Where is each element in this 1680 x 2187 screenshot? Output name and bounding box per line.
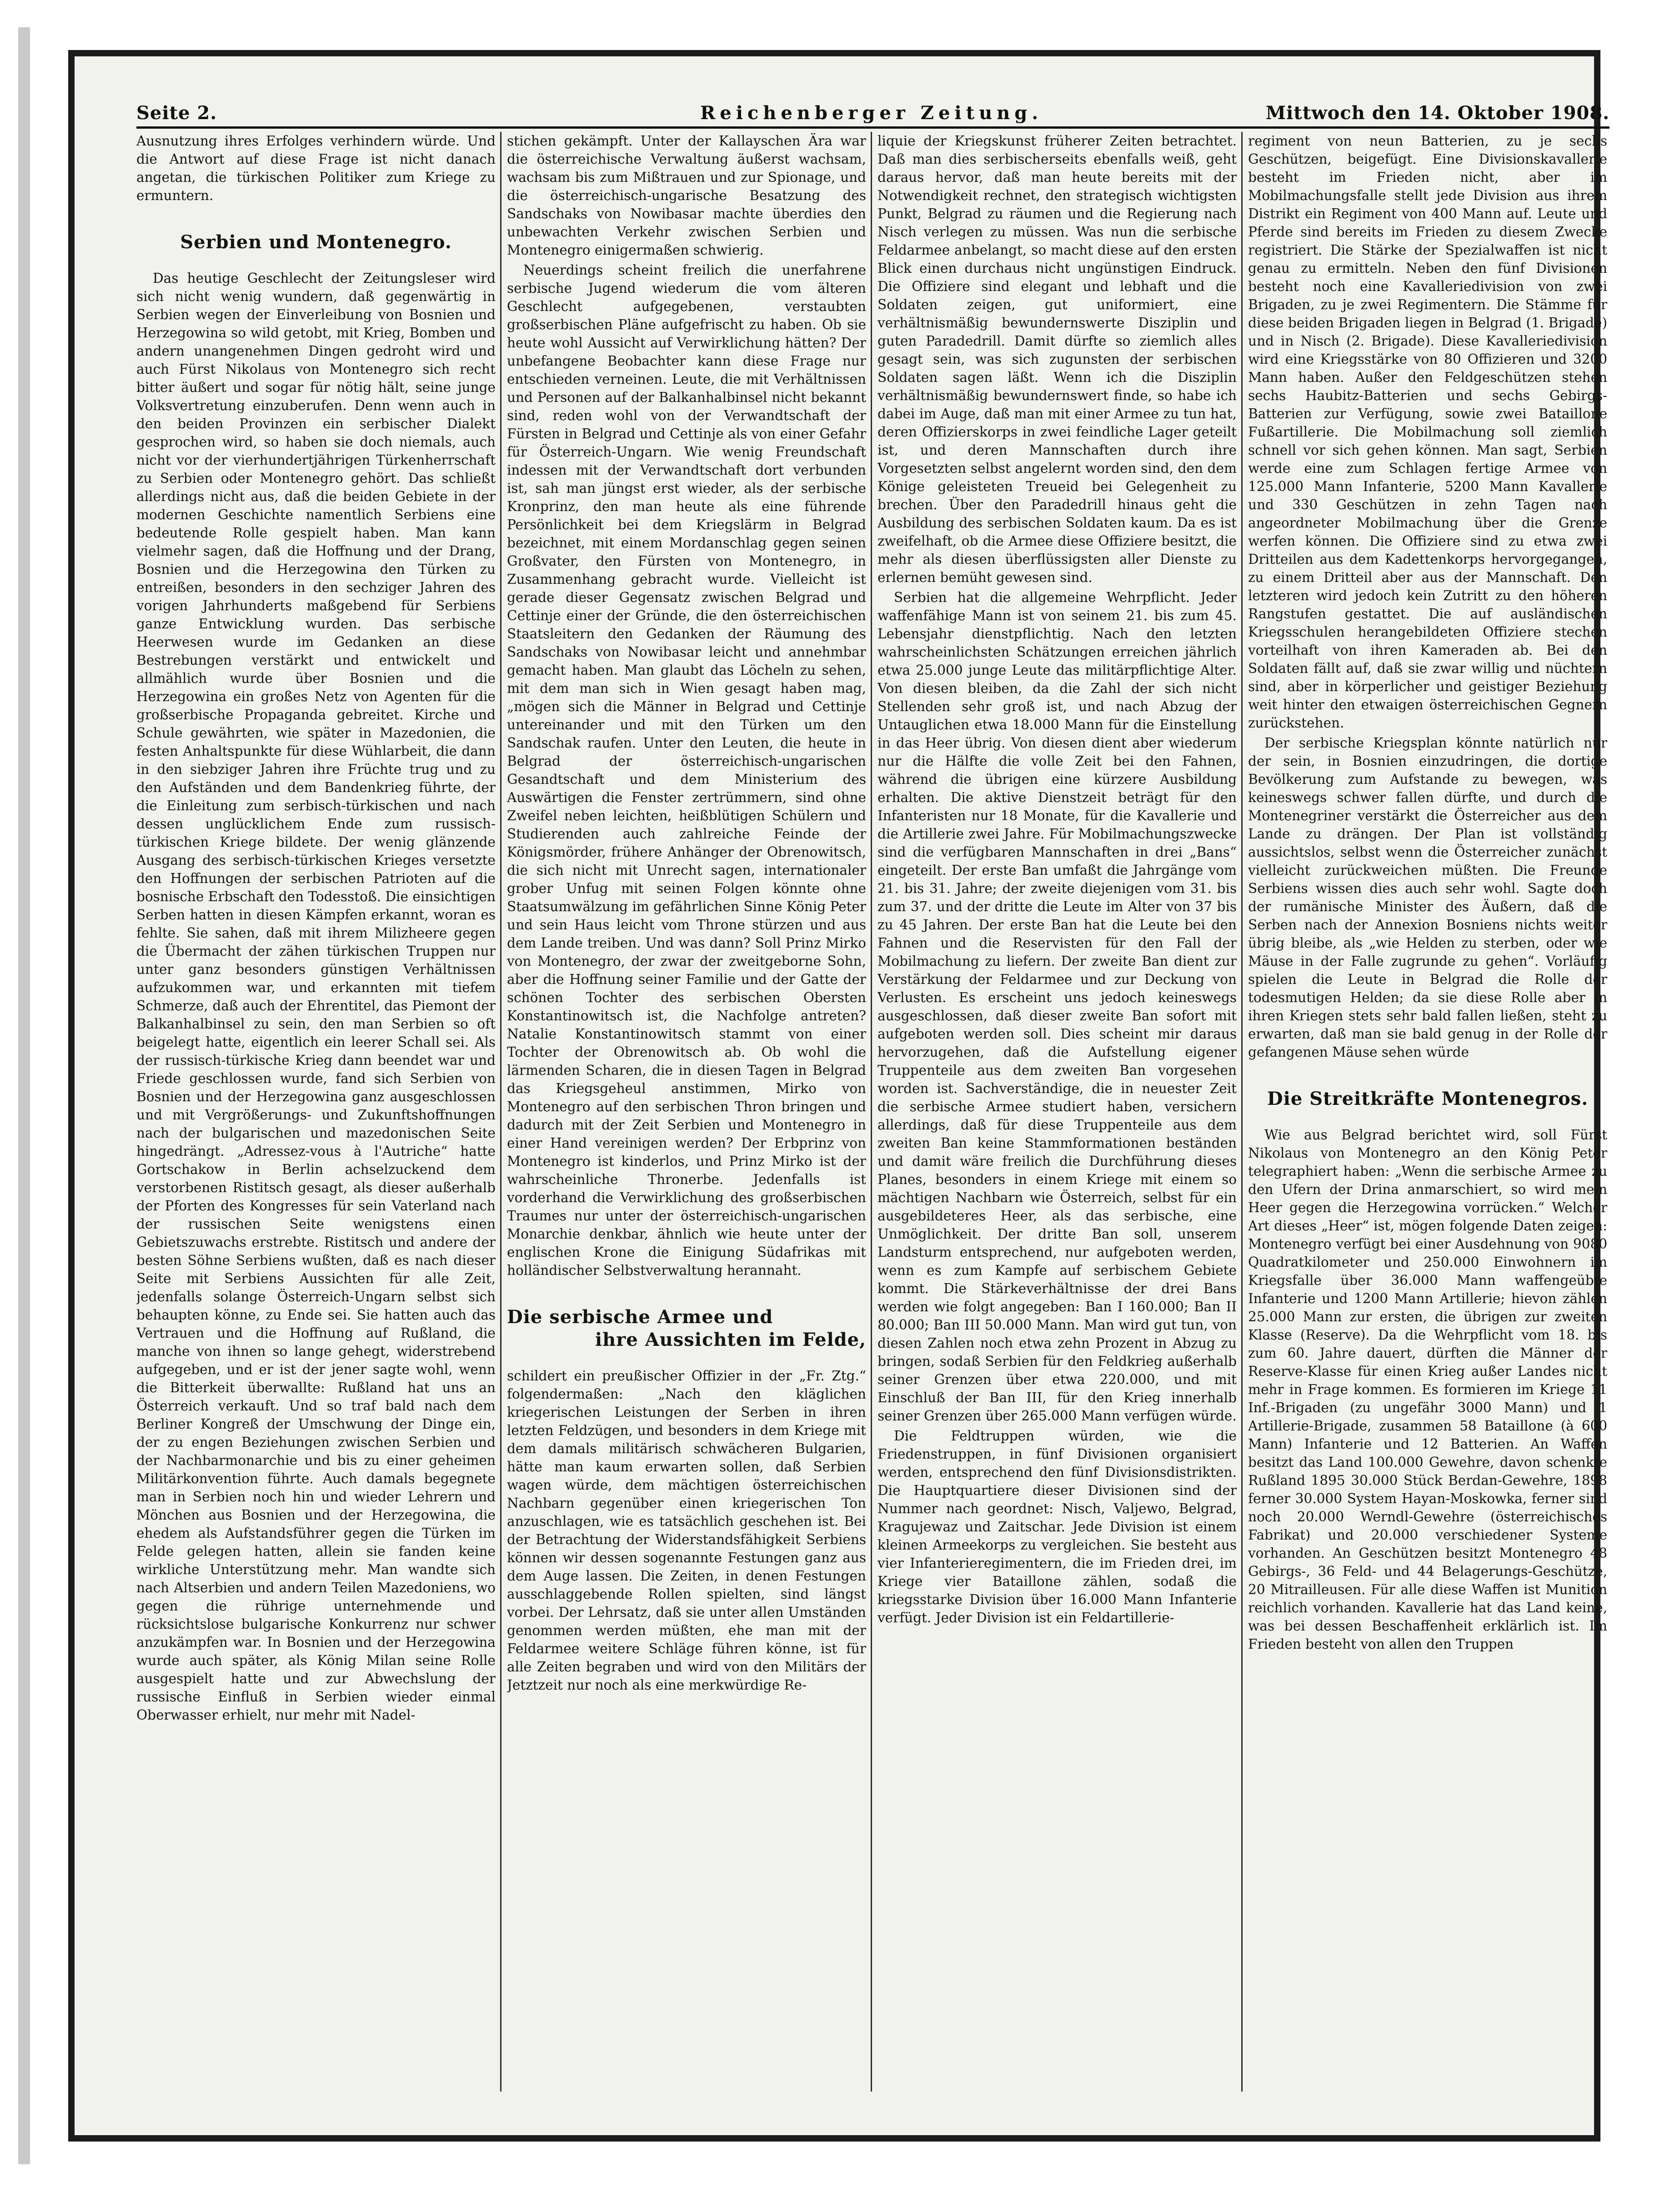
column-4 (1248, 132, 1607, 2096)
column-1 (136, 132, 496, 2096)
article-paragraph: stichen gekämpft. Unter der Kallayschen Ära war die österreichische Verwaltung äußerst wachsam, wachsam bis zum Mißtrauen und zur Spionage, und die österreichisch-ungarische Besatzung des Sandschaks von Nowibasar machte überdies den unbewachten Verkehr zwischen Serbien und Montenegro einigermaßen schwierig. (507, 133, 866, 258)
article-paragraph: Serbien hat die allgemeine Wehrpflicht. Jeder waffenfähige Mann ist von seinem 21. bis zum 45. Lebensjahr dienstpflichtig. Nach den letzten wahrscheinlichsten Schätzungen erreichen jährlich etwa 25.000 junge Leute das militärpflichtige Alter. Von diesen bleiben, da die Zahl der sich nicht Stellenden sehr groß ist, und nach Abzug der Untauglichen etwa 18.000 Mann für die Einstellung in das Heer übrig. Von diesen dient aber wiederum nur die Hälfte die volle Zeit bei den Fahnen, während die übrigen eine kürzere Ausbildung erhalten. Die aktive Dienstzeit beträgt für den Infanteristen nur 18 Monate, für die Kavallerie und die Artillerie zwei Jahre. Für Mobilmachungszwecke sind die verfügbaren Mannschaften in drei „Bans“ eingeteilt. Der erste Ban umfaßt die Jahrgänge vom 21. bis 31. Jahre; der zweite diejenigen vom 31. bis zum 37. und der dritte die Leute im Alter von 37 bis zu 45 Jahren. Der erste Ban hat die Leute bei den Fahnen und die Reservisten für den Fall der Mobilmachung zu liefern. Der zweite Ban dient zur Verstärkung der Feldarmee und zur Deckung von Verlusten. Es erscheint uns jedoch keineswegs ausgeschlossen, daß dieser zweite Ban sofort mit aufgeboten werden soll. Dies scheint mir daraus hervorzugehen, daß die Aufstellung eigener Truppenteile aus dem zweiten Ban vorgesehen worden ist. Sachverständige, die in neuester Zeit die serbische Armee studiert haben, versichern allerdings, daß für diese Truppenteile aus dem zweiten Ban keine Stammformationen beständen und damit wäre freilich die Durchführung dieses Planes, besonders in einem Kriege mit einem so mächtigen Nachbarn wie Österreich, selbst für ein ausgebildeteres Heer, als das serbische, eine Unmöglichkeit. Der dritte Ban soll, unserem Landsturm entsprechend, nur aufgeboten werden, wenn es zum Kampfe auf serbischem Gebiete kommt. Die Stärkeverhältnisse der drei Bans werden wie folgt angegeben: Ban I 160.000; Ban II 80.000; Ban III 50.000 Mann. Man wird gut tun, von diesen Zahlen noch etwa zehn Prozent in Abzug zu bringen, sodaß Serbien für den Feldkrieg außerhalb seiner Grenzen über etwa 220.000, und mit Einschluß der Ban III, für den Krieg innerhalb seiner Grenzen über 265.000 Mann verfügen würde. (878, 590, 1237, 1424)
column-divider (500, 132, 501, 2092)
article-continuation: Ausnutzung ihres Erfolges verhindern würde. Und die Antwort auf diese Frage ist nicht danach angetan, die türkischen Politiker zum Kriege zu ermuntern. (136, 133, 496, 203)
scan-edge (18, 27, 30, 2164)
article-paragraph: liquie der Kriegskunst früherer Zeiten betrachtet. Daß man dies serbischerseits ebenfalls weiß, geht daraus hervor, daß man heute bereits mit der Notwendigkeit rechnet, den strategisch wichtigsten Punkt, Belgrad zu räumen und die Regierung nach Nisch verlegen zu müssen. Was nun die serbische Feldarmee anbelangt, so macht diese auf den ersten Blick einen durchaus nicht ungünstigen Eindruck. Die Offiziere sind elegant und lebhaft und die Soldaten zeigen, gut uniformiert, eine verhältnismäßig bewundernswerte Disziplin und guten Paradedrill. Damit dürfte so ziemlich alles gesagt sein, was sich zugunsten der serbischen Soldaten sagen läßt. Wenn ich die Disziplin verhältnismäßig bewundernswert finde, so habe ich dabei im Auge, daß man mit einer Armee zu tun hat, deren Offizierskorps in zwei feindliche Lager geteilt ist, und deren Mannschaften durch ihre Vorgesetzten selbst angelernt worden sind, den dem Könige geleisteten Treueid bei Gelegenheit zu brechen. Über den Paradedrill hinaus geht die Ausbildung des serbischen Soldaten kaum. Da es ist zweifelhaft, ob die Armee diese Offiziere besitzt, die mehr als diesen überflüssigsten aller Dienste zu erlernen bemüht gewesen sind. (878, 133, 1237, 585)
headline-line-2: ihre Aussichten im Felde, (595, 1329, 866, 1350)
article-paragraph: Der serbische Kriegsplan könnte natürlich nur der sein, in Bosnien einzudringen, die dortige Bevölkerung zum Aufstande zu bewegen, was keineswegs schwer fallen dürfte, und durch die Montenegriner verstärkt die Österreicher aus dem Lande zu drängen. Der Plan ist vollständig aussichtslos, selbst wenn die Österreicher zunächst vielleicht zurückweichen müßten. Die Freunde Serbiens wissen dies auch sehr wohl. Sagte doch der rumänische Minister des Äußern, daß die Serben nach der Annexion Bosniens nichts weiter übrig bleibe, als „wie Helden zu sterben, oder wie Mäuse in der Falle zugrunde zu gehen“. Vorläufig spielen die Leute in Belgrad die Rolle der todesmutigen Helden; da sie diese Rolle aber in ihren Kriegen stets sehr bald fallen ließen, steht zu erwarten, daß man sie bald genug in der Rolle der gefangenen Mäuse sehen würde (1248, 735, 1607, 1060)
article-paragraph: Die Feldtruppen würden, wie die Friedenstruppen, in fünf Divisionen organisiert werden, entsprechend den fünf Divisionsdistrikten. Die Hauptquartiere dieser Divisionen sind der Nummer nach geordnet: Nisch, Valjewo, Belgrad, Kragujewaz und Zaitschar. Jede Division ist einem kleinen Armeekorps zu vergleichen. Sie besteht aus vier Infanterieregimentern, die im Frieden drei, im Kriege vier Bataillone zählen, sodaß die kriegsstarke Division über 16.000 Mann Infanterie verfügt. Jeder Division ist ein Feldartillerie- (878, 1428, 1237, 1625)
column-3 (878, 132, 1237, 2096)
masthead-rule (136, 126, 1610, 129)
masthead (136, 102, 1610, 134)
column-divider (871, 132, 872, 2092)
newspaper-title: Reichenberger Zeitung. (700, 102, 1043, 124)
column-divider (1241, 132, 1243, 2092)
page-number: Seite 2. (136, 102, 217, 124)
column-2 (507, 132, 866, 2096)
issue-date: Mittwoch den 14. Oktober 1908. (1265, 102, 1610, 124)
article-paragraph: Das heutige Geschlecht der Zeitungsleser wird sich nicht wenig wundern, daß gegenwärtig in Serbien wegen der Einverleibung von Bosnien und Herzegowina so wild getobt, mit Krieg, Bomben und andern unangenehmen Dingen gedroht wird und auch Fürst Nikolaus von Montenegro sich recht bitter äußert und sogar für nötig hält, seine junge Volksvertretung einzuberufen. Denn wenn auch in den beiden Provinzen ein serbischer Dialekt gesprochen wird, so haben sie doch niemals, auch nicht vor der vierhundertjährigen Türkenherrschaft zu Serbien oder Montenegro gehört. Das schließt allerdings nicht aus, daß die beiden Gebiete in der modernen Geschichte namentlich Serbiens eine bedeutende Rolle gespielt haben. Man kann vielmehr sagen, daß die Hoffnung und der Drang, Bosnien und die Herzegowina den Türken zu entreißen, besonders in den sechziger Jahren des vorigen Jahrhunderts maßgebend für Serbiens ganze Entwicklung wurden. Das serbische Heerwesen wurde im Gedanken an diese Bestrebungen verstärkt und entwickelt und allmählich wurde über Bosnien und die Herzegowina ein großes Netz von Agenten für die großserbische Propaganda gebreitet. Kirche und Schule gewährten, wie später in Mazedonien, die festen Anhaltspunkte für diese Wühlarbeit, die dann in den siebziger Jahren ihre Früchte trug und zu den Aufständen und dem Bandenkrieg führte, der die Einleitung zum serbisch-türkischen und nach dessen unglücklichem Ende zum russisch-türkischen Kriege bildete. Der wenig glänzende Ausgang des serbisch-türkischen Krieges versetzte den Hoffnungen der serbischen Patrioten auf die bosnische Erbschaft den Todesstoß. Die einsichtigen Serben hatten in diesen Kämpfen erkannt, woran es fehlte. Sie sahen, daß mit ihrem Milizheere gegen die Übermacht der zähen türkischen Truppen nur unter ganz besonders günstigen Verhältnissen aufzukommen war, und erkannten mit tiefem Schmerze, daß auch der Ehrentitel, das Piemont der Balkanhalbinsel zu sein, den man Serbien so oft beigelegt hatte, eigentlich ein leerer Schall sei. Als der russisch-türkische Krieg dann beendet war und Friede geschlossen wurde, fand sich Serbien von Bosnien und der Herzegowina ganz ausgeschlossen und mit Vergrößerungs- und Zukunftshoffnungen nach der bulgarischen und mazedonischen Seite hingedrängt. „Adressez-vous à l'Autriche“ hatte Gortschakow in Berlin achselzuckend dem verstorbenen Ristitsch gesagt, als dieser außerhalb der Pforten des Kongresses für sein Vaterland nach der russischen Seite wenigstens einen Gebietszuwachs erstrebte. Ristitsch und andere der besten Söhne Serbiens wußten, daß es nach dieser Seite mit Serbiens Aussichten für alle Zeit, jedenfalls solange Österreich-Ungarn selbst sich behaupten könne, zu Ende sei. Sie hatten auch das Vertrauen und die Hoffnung auf Rußland, die manche von ihnen so lange gehegt, widerstrebend aufgegeben, und er ist der jener sagte wohl, wenn die Bitterkeit überwallte: Rußland hat uns an Österreich verkauft. Und so traf bald nach dem Berliner Kongreß der Umschwung der Dinge ein, der zu engen Beziehungen zwischen Serbien und der Nachbarmonarchie und bis zu einer geheimen Militärkonvention führte. Auch damals begegnete man in Serbien noch hin und wieder Lehrern und Mönchen aus Bosnien und der Herzegowina, die ehedem als Aufstandsführer gegen die Türken im Felde gelegen hatten, allein sie fanden keine wirkliche Unterstützung mehr. Man wandte sich nach Altserbien und andern Teilen Mazedoniens, wo gegen die rührige unternehmende und rücksichtslose bulgarische Konkurrenz nur schwer anzukämpfen war. In Bosnien und der Herzegowina wurde auch später, als König Milan seine Rolle ausgespielt hatte und zur Abwechslung der russische Einfluß in Serbien wieder einmal Oberwasser erhielt, nur mehr mit Nadel- (136, 271, 496, 1723)
article-paragraph: schildert ein preußischer Offizier in der „Fr. Ztg.“ folgendermaßen: „Nach den kläglichen kriegerischen Leistungen der Serben in ihren letzten Feldzügen, und besonders in dem Kriege mit dem damals militärisch schwächeren Bulgarien, hätte man kaum erwarten sollen, daß Serbien wagen würde, dem mächtigen österreichischen Nachbarn gegenüber einen kriegerischen Ton anzuschlagen, wie es tatsächlich geschehen ist. Bei der Betrachtung der Widerstandsfähigkeit Serbiens können wir dessen sogenannte Festungen ganz aus dem Auge lassen. Die Zeiten, in denen Festungen ausschlaggebende Rollen spielten, sind längst vorbei. Der Lehrsatz, daß sie unter allen Umständen genommen werden müßten, ehe man mit der Feldarmee weitere Schläge führen könne, ist für alle Zeiten begraben und wird von den Militärs der Jetztzeit nur noch als eine merkwürdige Re- (507, 1368, 866, 1693)
article-paragraph: regiment von neun Batterien, zu je sechs Geschützen, beigefügt. Eine Divisionskavallerie besteht im Frieden nicht, aber im Mobilmachungsfalle stellt jede Division aus ihrem Distrikt ein Regiment von 400 Mann auf. Leute und Pferde sind bereits im Frieden zu diesem Zwecke registriert. Die Stärke der Spezialwaffen ist nicht genau zu ermitteln. Neben den fünf Divisionen besteht noch eine Kavalleriedivision von zwei Brigaden, zu je zwei Regimentern. Die Stämme für diese beiden Brigaden liegen in Belgrad (1. Brigade) und in Nisch (2. Brigade). Diese Kavalleriedivision wird eine Kriegsstärke von 80 Offizieren und 3200 Mann haben. Außer den Feldgeschützen stehen sechs Haubitz-Batterien und sechs Gebirgs-Batterien zur Verfügung, sowie zwei Bataillone Fußartillerie. Die Mobilmachung soll ziemlich schnell vor sich gehen können. Man sagt, Serbien werde eine zum Schlagen fertige Armee von 125.000 Mann Infanterie, 5200 Mann Kavallerie und 330 Geschützen in zehn Tagen nach angeordneter Mobilmachung über die Grenze werfen können. Die Offiziere sind zu etwa zwei Dritteilen aus dem Kadettenkorps hervorgegangen, zu einem Dritteil aber aus der Mannschaft. Den letzteren wird jedoch kein Zutritt zu den höheren Rangstufen gestattet. Die auf ausländischen Kriegsschulen herangebildeten Offiziere stechen vorteilhaft von ihren Kameraden ab. Bei den Soldaten fällt auf, daß sie zwar willig und nüchtern sind, aber in körperlicher und geistiger Beziehung weit hinter den etwaigen österreichischen Gegnern zurückstehen. (1248, 133, 1607, 731)
headline-line-1: Die serbische Armee und (507, 1306, 773, 1328)
article-paragraph: Wie aus Belgrad berichtet wird, soll Fürst Nikolaus von Montenegro an den König Peter telegraphiert haben: „Wenn die serbische Armee zu den Ufern der Drina anmarschiert, so wird mein Heer gegen die Herzegowina vorrücken.“ Welcher Art dieses „Heer“ ist, mögen folgende Daten zeigen: Montenegro verfügt bei einer Ausdehnung von 9080 Quadratkilometer und 250.000 Einwohnern im Kriegsfalle über 36.000 Mann waffengeübte Infanterie und 1200 Mann Artillerie; hievon zählen 25.000 Mann zur ersten, die übrigen zur zweiten Klasse (Reserve). Da die Wehrpflicht vom 18. bis zum 60. Jahre dauert, dürften die Männer der Reserve-Klasse für einen Krieg außer Landes nicht mehr in Frage kommen. Es formieren im Kriege 11 Inf.-Brigaden (zu ungefähr 3000 Mann) und 1 Artillerie-Brigade, zusammen 58 Bataillone (à 600 Mann) Infanterie und 12 Batterien. An Waffen besitzt das Land 100.000 Gewehre, davon schenkte Rußland 1895 30.000 Stück Berdan-Gewehre, 1898 ferner 30.000 System Hayan-Moskowka, ferner sind noch 20.000 Werndl-Gewehre (österreichisches Fabrikat) und 20.000 verschiedener Systeme vorhanden. An Geschützen besitzt Montenegro 48 Gebirgs-, 36 Feld- und 44 Belagerungs-Geschütze, 20 Mitrailleusen. Für alle diese Waffen ist Munition reichlich vorhanden. Kavallerie hat das Land keine, was bei dessen Beschaffenheit erklärlich ist. Im Frieden besteht von allen den Truppen (1248, 1127, 1607, 1652)
article-headline-streitkraefte-montenegros: Die Streitkräfte Montenegros. (1267, 1088, 1589, 1109)
article-headline-serbische-armee (507, 1306, 866, 1351)
article-headline-serbien-montenegro: Serbien und Montenegro. (180, 231, 452, 253)
article-paragraph: Neuerdings scheint freilich die unerfahrene serbische Jugend wiederum die vom älteren Geschlecht aufgegebenen, verstaubten großserbischen Pläne aufgefrischt zu haben. Ob sie heute wohl Aussicht auf Verwirklichung hätten? Der unbefangene Beobachter kann diese Frage nur entschieden verneinen. Leute, die mit Verhältnissen und Personen auf der Balkanhalbinsel nicht bekannt sind, reden wohl von der Verwandtschaft der Fürsten in Belgrad und Cettinje als von einer Gefahr für Österreich-Ungarn. Wie wenig Freundschaft indessen mit der Verwandtschaft dort verbunden ist, sah man jüngst erst wieder, als der serbische Kronprinz, den man heute als eine führende Persönlichkeit bei dem Kriegslärm in Belgrad bezeichnet, mit einem Mordanschlag gegen seinen Großvater, den Fürsten von Montenegro, in Zusammenhang gebracht wurde. Vielleicht ist gerade dieser Gegensatz zwischen Belgrad und Cettinje einer der Gründe, die den österreichischen Staatsleitern den Gedanken der Räumung des Sandschaks von Nowibasar leicht und annehmbar gemacht haben. Man glaubt das Löcheln zu sehen, mit dem man sich in Wien gesagt haben mag, „mögen sich die Männer in Belgrad und Cettinje untereinander und mit den Türken um den Sandschak raufen. Unter den Leuten, die heute in Belgrad der österreichisch-ungarischen Gesandtschaft und dem Ministerium des Auswärtigen die Fenster zertrümmern, sind ohne Zweifel neben leichten, heißblütigen Schülern und Studierenden auch zahlreiche Feinde der Königsmörder, frühere Anhänger der Obrenowitsch, die sich nicht mit Unrecht sagen, internationaler grober Unfug mit seinen Folgen könnte ohne Staatsumwälzung im gefährlichen Sinne König Peter und sein Haus leicht vom Throne stürzen und aus dem Lande treiben. Und was dann? Soll Prinz Mirko von Montenegro, der zwar der zweitgeborne Sohn, aber die Hoffnung seiner Familie und der Gatte der schönen Tochter des serbischen Obersten Konstantinowitsch ist, die Nachfolge antreten? Natalie Konstantinowitsch stammt von einer Tochter der Obrenowitsch ab. Ob wohl die lärmenden Scharen, die in diesen Tagen in Belgrad das Kriegsgeheul anstimmen, Mirko von Montenegro auf den serbischen Thron bringen und dadurch mit der Zeit Serbien und Montenegro in einer Hand vereinigen werden? Der Erbprinz von Montenegro ist kinderlos, und Prinz Mirko ist der wahrscheinliche Thronerbe. Jedenfalls ist vorderhand die Verwirklichung des großserbischen Traumes nur unter der österreichisch-ungarischen Monarchie denkbar, ähnlich wie heute unter der englischen Krone die Einigung Südafrikas mit holländischer Selbstverwaltung herannaht. (507, 262, 866, 1278)
